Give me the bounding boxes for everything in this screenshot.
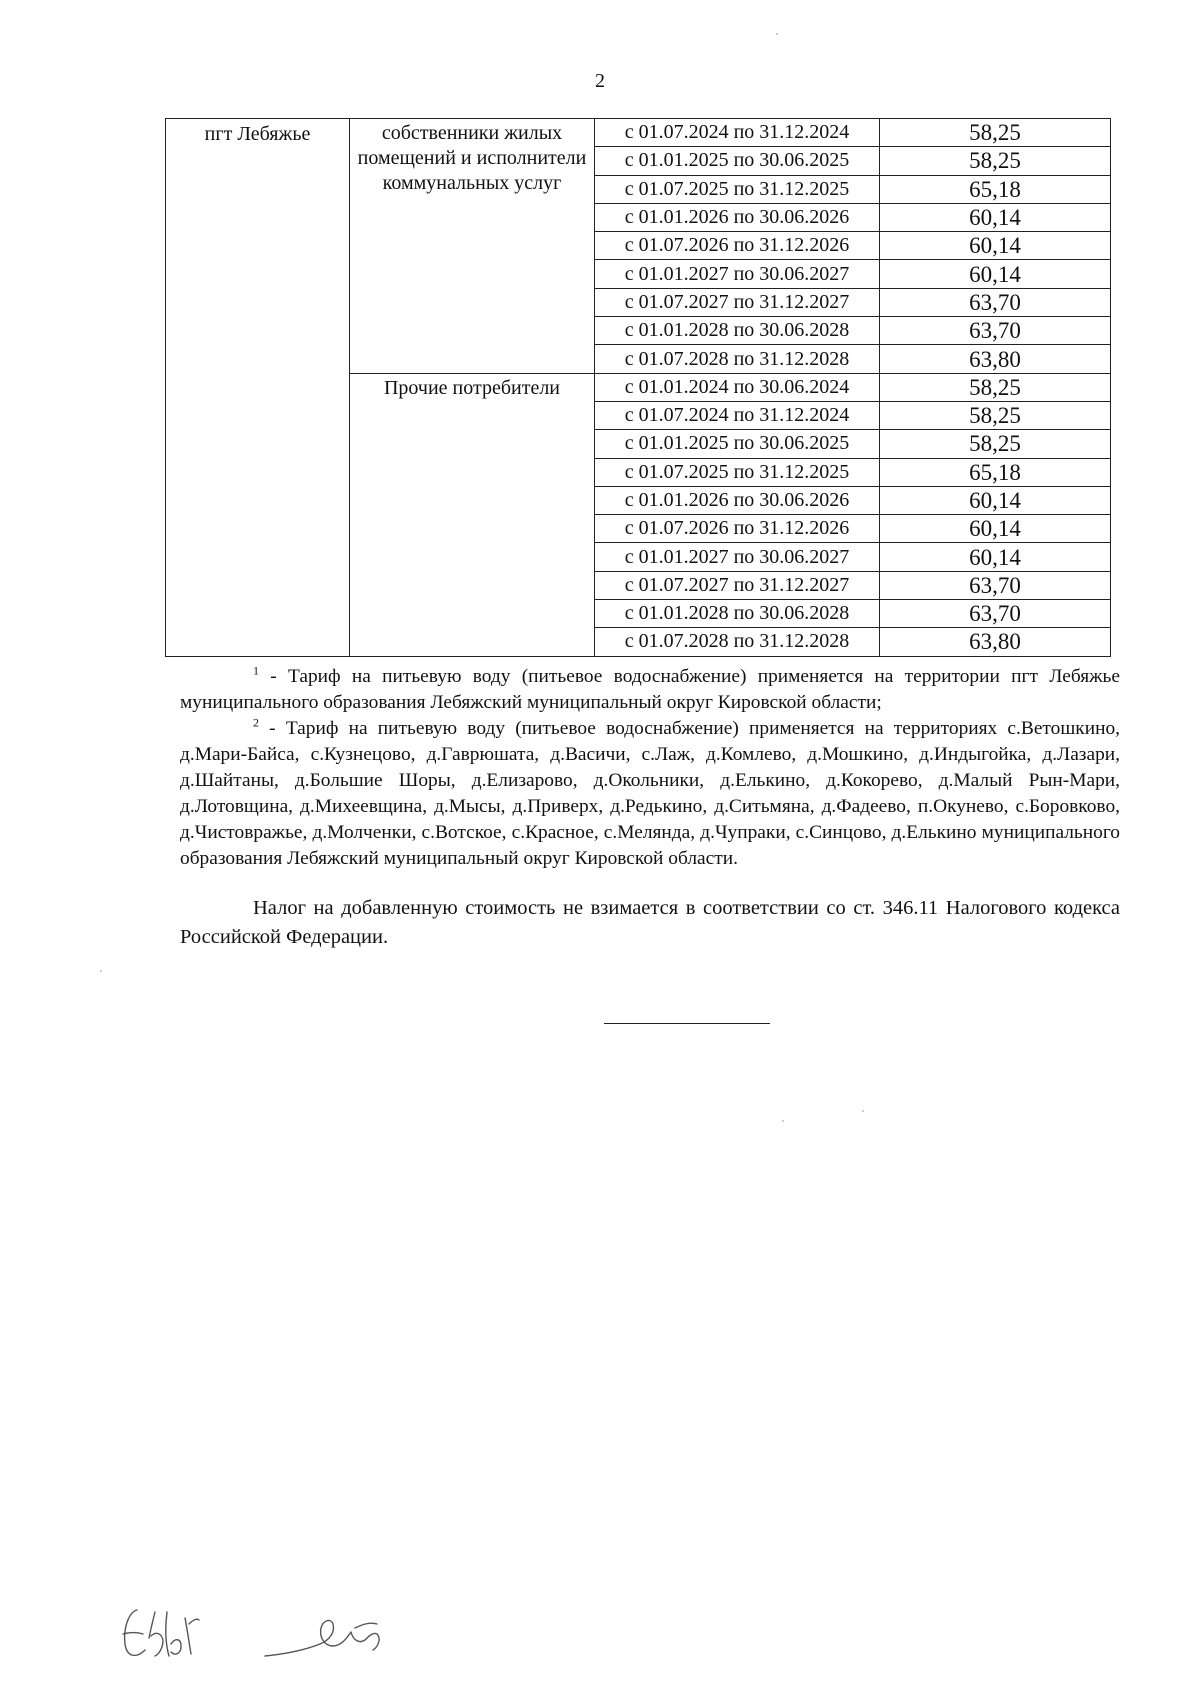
period-cell: с 01.01.2027 по 30.06.2027: [595, 260, 880, 288]
tariff-value-cell: 60,14: [880, 232, 1111, 260]
footnotes: [180, 664, 1120, 872]
tariff-value-cell: 60,14: [880, 203, 1111, 231]
tariff-value-cell: 60,14: [880, 543, 1111, 571]
period-cell: с 01.07.2027 по 31.12.2027: [595, 288, 880, 316]
scan-speck: [782, 1120, 784, 1122]
footnote-2: [180, 716, 1120, 872]
tax-note-text: Налог на добавленную стоимость не взимается в соответствии со ст. 346.11 Налогового кодекса Российской Федерации.: [180, 897, 1120, 948]
footnote-mark: 2: [253, 715, 259, 730]
period-cell: с 01.01.2026 по 30.06.2026: [595, 203, 880, 231]
period-cell: с 01.07.2027 по 31.12.2027: [595, 571, 880, 599]
period-cell: с 01.07.2024 по 31.12.2024: [595, 401, 880, 429]
footnote-1: [180, 664, 1120, 716]
tariff-value-cell: 60,14: [880, 260, 1111, 288]
period-cell: с 01.07.2028 по 31.12.2028: [595, 345, 880, 373]
period-cell: с 01.01.2028 по 30.06.2028: [595, 600, 880, 628]
period-cell: с 01.07.2026 по 31.12.2026: [595, 232, 880, 260]
period-cell: с 01.01.2025 по 30.06.2025: [595, 147, 880, 175]
tariff-value-cell: 65,18: [880, 458, 1111, 486]
tariff-value-cell: 58,25: [880, 373, 1111, 401]
footnote-text: - Тариф на питьевую воду (питьевое водоснабжение) применяется на территориях с.Ветошкино, д.Мари-Байса, с.Кузнецово, д.Гаврюшата, д.Васичи, с.Лаж, д.Комлево, д.Мошкино, д.Индыгойка, д.Лазари, д.Шайтаны, д.Большие Шоры, д.Елизарово, д.Окольники, д.Елькино, д.Кокорево, д.Малый Рын-Мари, д.Лотовщина, д.Михеевщина, д.Мысы, д.Приверх, д.Редькино, д.Ситьмяна, д.Фадеево, п.Окунево, с.Боровково, д.Чистовражье, д.Молченки, с.Вотское, с.Красное, с.Мелянда, д.Чупраки, с.Синцово, д.Елькино муниципального образования Лебяжский муниципальный округ Кировской области.: [180, 718, 1120, 869]
period-cell: с 01.07.2028 по 31.12.2028: [595, 628, 880, 656]
tariff-value-cell: 63,70: [880, 317, 1111, 345]
tariff-value-cell: 58,25: [880, 119, 1111, 147]
period-cell: с 01.01.2027 по 30.06.2027: [595, 543, 880, 571]
tariff-value-cell: 58,25: [880, 401, 1111, 429]
period-cell: с 01.01.2028 по 30.06.2028: [595, 317, 880, 345]
tariff-value-cell: 63,70: [880, 288, 1111, 316]
tariff-value-cell: 63,70: [880, 600, 1111, 628]
period-cell: с 01.07.2024 по 31.12.2024: [595, 119, 880, 147]
period-cell: с 01.01.2025 по 30.06.2025: [595, 430, 880, 458]
period-cell: с 01.07.2026 по 31.12.2026: [595, 515, 880, 543]
scan-speck: [776, 33, 778, 35]
tariff-value-cell: 60,14: [880, 486, 1111, 514]
tax-note: [180, 894, 1120, 952]
closing-divider: [604, 1023, 770, 1024]
main-signature: [265, 1621, 379, 1656]
tariff-value-cell: 58,25: [880, 147, 1111, 175]
territory-cell: пгт Лебяжье: [166, 119, 350, 657]
table-row: [166, 119, 1111, 147]
tariff-value-cell: 63,80: [880, 345, 1111, 373]
tariff-value-cell: 63,70: [880, 571, 1111, 599]
tariff-table: [165, 118, 1111, 657]
scan-speck: [862, 1110, 864, 1112]
tariff-value-cell: 60,14: [880, 515, 1111, 543]
period-cell: с 01.01.2026 по 30.06.2026: [595, 486, 880, 514]
page-number: 2: [595, 70, 605, 92]
scan-speck: [100, 970, 102, 972]
consumer-category-cell: Прочие потребители: [350, 373, 595, 656]
period-cell: с 01.01.2024 по 30.06.2024: [595, 373, 880, 401]
initials-signature: [123, 1610, 199, 1656]
tariff-value-cell: 63,80: [880, 628, 1111, 656]
handwritten-signatures: [115, 1598, 435, 1678]
tariff-table-body: [166, 119, 1111, 657]
period-cell: с 01.07.2025 по 31.12.2025: [595, 175, 880, 203]
footnote-text: - Тариф на питьевую воду (питьевое водоснабжение) применяется на территории пгт Лебяжье муниципального образования Лебяжский муниципальный округ Кировской области;: [180, 666, 1120, 713]
consumer-category-cell: собственники жилых помещений и исполнители коммунальных услуг: [350, 119, 595, 374]
period-cell: с 01.07.2025 по 31.12.2025: [595, 458, 880, 486]
tariff-value-cell: 65,18: [880, 175, 1111, 203]
tariff-value-cell: 58,25: [880, 430, 1111, 458]
footnote-mark: 1: [253, 663, 259, 678]
